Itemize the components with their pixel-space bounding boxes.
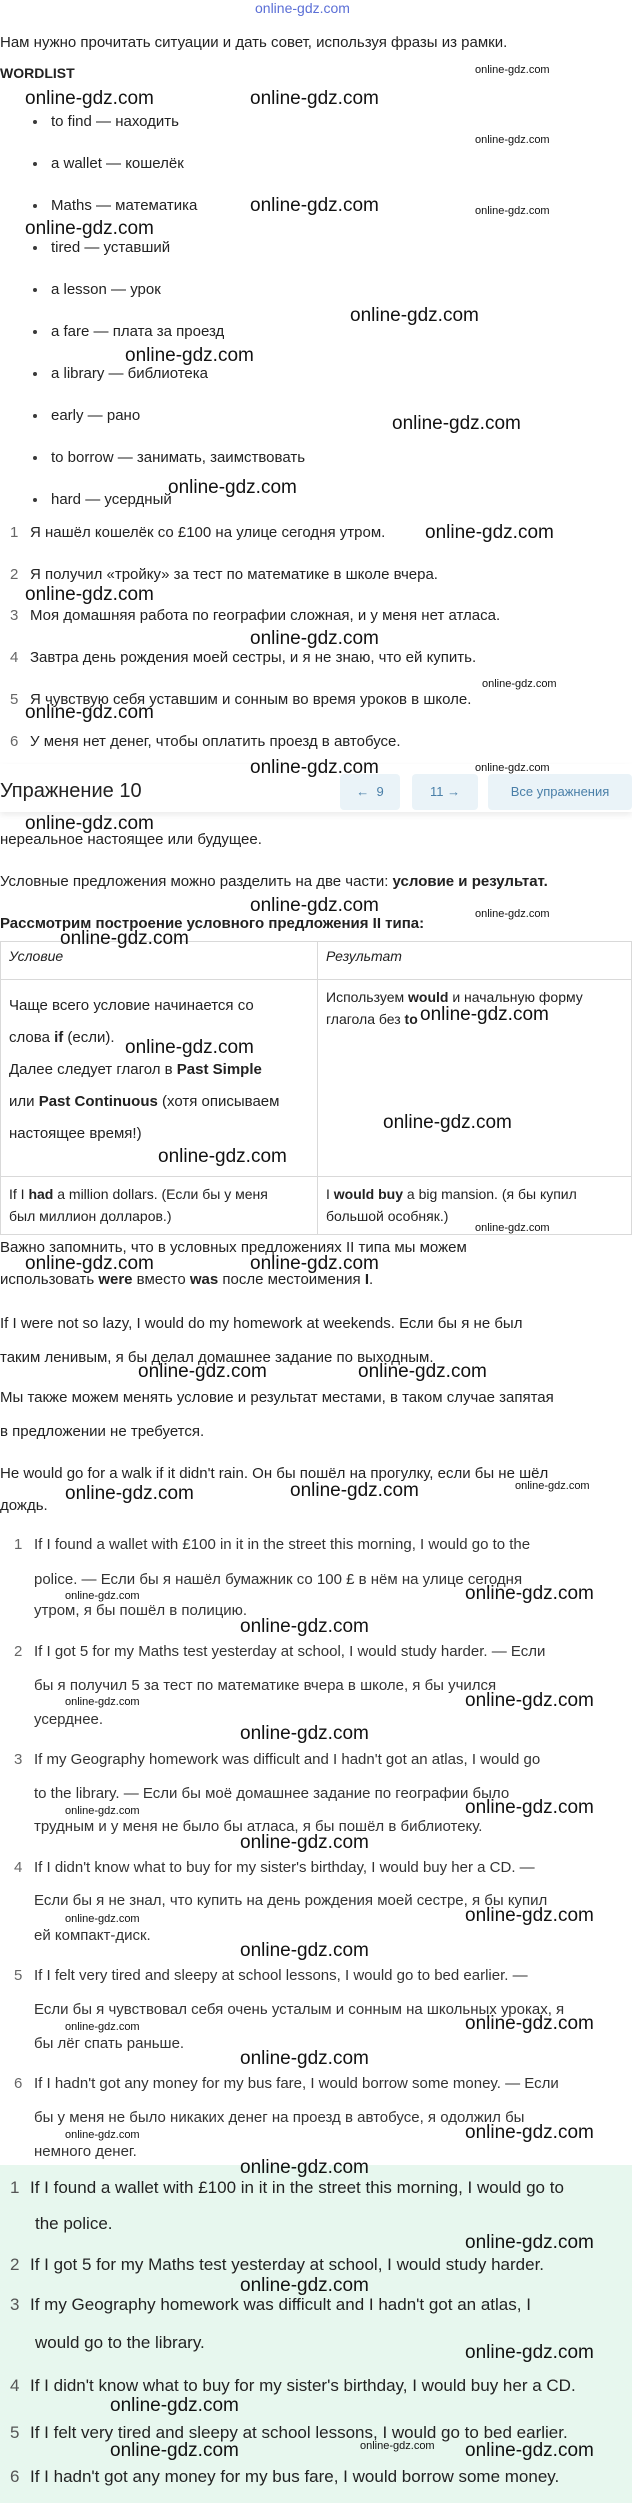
watermark: online-gdz.com [392, 413, 521, 434]
watermark: online-gdz.com [475, 134, 550, 146]
answer-item: 5 If I felt very tired and sleepy at school lessons, I would go to bed earlier. [10, 2423, 568, 2442]
watermark: online-gdz.com [65, 1483, 194, 1504]
watermark: online-gdz.com [25, 1253, 154, 1274]
situation-item: 6 У меня нет денег, чтобы оплатить проезд в автобусе. [10, 733, 401, 750]
theory-example: таким ленивым, я бы делал домашнее задание по выходным. [0, 1349, 434, 1366]
theory-example: If I were not so lazy, I would do my homework at weekends. Если бы я не был [0, 1315, 523, 1332]
watermark: online-gdz.com [240, 1723, 369, 1744]
watermark: online-gdz.com [138, 1361, 267, 1382]
answer-item: 2 If I got 5 for my Maths test yesterday at school, I would study harder. [10, 2255, 545, 2274]
explanation-line: бы я получил 5 за тест по математике вчера в школе, я бы учился [34, 1677, 497, 1694]
bullet-icon [33, 414, 37, 418]
watermark: online-gdz.com [25, 88, 154, 109]
table-cell-condition: Чаще всего условие начинается со слова if (если). Далее следует глагол в Past Simple или Past Continuous (хотя описываем настоящее время!) [1, 980, 318, 1177]
watermark: online-gdz.com [65, 1696, 140, 1708]
bullet-icon [33, 498, 37, 502]
explanation-number: 5 [14, 1967, 23, 1984]
table-header-result: Результат [318, 942, 632, 980]
watermark: online-gdz.com [250, 1253, 379, 1274]
explanation-line: If my Geography homework was difficult and I hadn't got an atlas, I would go [34, 1751, 541, 1768]
explanation-number: 2 [14, 1643, 23, 1660]
table-example-condition: If I had a million dollars. (Если бы у меня был миллион долларов.) [1, 1177, 318, 1235]
watermark: online-gdz.com [25, 813, 154, 834]
bullet-icon [33, 246, 37, 250]
watermark: online-gdz.com [250, 88, 379, 109]
table-header-condition: Условие [1, 942, 318, 980]
explanation-line: усерднее. [34, 1711, 104, 1728]
bullet-icon [33, 330, 37, 334]
wordlist-item: hard — усердный [33, 491, 172, 508]
explanation-line: немного денег. [34, 2143, 137, 2160]
watermark: online-gdz.com [290, 1480, 419, 1501]
watermark: online-gdz.com [110, 2440, 239, 2461]
explanation-line: трудным и у меня не было бы атласа, я бы пошёл в библиотеку. [34, 1818, 483, 1835]
bullet-icon [33, 204, 37, 208]
watermark: online-gdz.com [240, 2275, 369, 2296]
theory-paragraph: Важно запомнить, что в условных предложениях II типа мы можем [0, 1239, 467, 1256]
next-exercise-button[interactable]: 11 → [412, 774, 478, 810]
watermark: online-gdz.com [465, 1583, 594, 1604]
watermark: online-gdz.com [465, 2232, 594, 2253]
watermark: online-gdz.com [65, 2129, 140, 2141]
watermark: online-gdz.com [465, 2122, 594, 2143]
watermark: online-gdz.com [465, 2440, 594, 2461]
watermark: online-gdz.com [240, 1616, 369, 1637]
theory-paragraph: Условные предложения можно разделить на две части: условие и результат. [0, 873, 548, 890]
explanation-line: If I got 5 for my Maths test yesterday at school, I would study harder. — Если [34, 1643, 546, 1660]
explanation-line: If I found a wallet with £100 in it in the street this morning, I would go to the [34, 1536, 531, 1553]
watermark: online-gdz.com [125, 345, 254, 366]
watermark: online-gdz.com [158, 1146, 287, 1167]
watermark: online-gdz.com [168, 477, 297, 498]
explanation-line: If I felt very tired and sleepy at school lessons, I would go to bed earlier. — [34, 1967, 528, 1984]
wordlist-item: a library — библиотека [33, 365, 208, 382]
watermark: online-gdz.com [475, 1222, 550, 1234]
explanation-line: бы у меня не было никаких денег на проезд в автобусе, я одолжил бы [34, 2109, 525, 2126]
watermark: online-gdz.com [240, 2048, 369, 2069]
watermark: online-gdz.com [65, 1913, 140, 1925]
answer-line: would go to the library. [35, 2333, 205, 2352]
bullet-icon [33, 162, 37, 166]
watermark: online-gdz.com [350, 305, 479, 326]
site-logo[interactable]: online-gdz.com [255, 0, 350, 16]
watermark: online-gdz.com [360, 2440, 435, 2452]
explanation-number: 4 [14, 1859, 23, 1876]
theory-example: дождь. [0, 1497, 48, 1514]
watermark: online-gdz.com [110, 2395, 239, 2416]
situation-item: 2 Я получил «тройку» за тест по математике в школе вчера. [10, 566, 438, 583]
watermark: online-gdz.com [475, 205, 550, 217]
watermark: online-gdz.com [65, 1590, 140, 1602]
watermark: online-gdz.com [25, 702, 154, 723]
wordlist-item: a wallet — кошелёк [33, 155, 184, 172]
answer-item: 3 If my Geography homework was difficult and I hadn't got an atlas, I [10, 2295, 531, 2314]
answer-line: the police. [35, 2214, 113, 2233]
table-cell-result: Используем would и начальную форму глагола без to [318, 980, 632, 1177]
wordlist-item: Maths — математика [33, 197, 197, 214]
arrow-left-icon: ← [356, 784, 370, 799]
watermark: online-gdz.com [425, 522, 554, 543]
wordlist-title: WORDLIST [0, 65, 75, 81]
watermark: online-gdz.com [240, 1832, 369, 1853]
explanation-number: 6 [14, 2075, 23, 2092]
watermark: online-gdz.com [25, 218, 154, 239]
watermark: online-gdz.com [250, 895, 379, 916]
explanation-line: ей компакт-диск. [34, 1927, 151, 1944]
arrow-right-icon: → [447, 784, 461, 799]
watermark: online-gdz.com [475, 762, 550, 774]
theory-paragraph: Мы также можем менять условие и результат местами, в таком случае запятая [0, 1389, 554, 1406]
watermark: online-gdz.com [465, 2342, 594, 2363]
watermark: online-gdz.com [465, 2013, 594, 2034]
watermark: online-gdz.com [383, 1112, 512, 1133]
watermark: online-gdz.com [60, 928, 189, 949]
explanation-line: to the library. — Если бы моё домашнее задание по географии было [34, 1785, 510, 1802]
wordlist-item: a fare — плата за проезд [33, 323, 224, 340]
all-exercises-button[interactable]: Все упражнения [488, 774, 632, 810]
wordlist-item: to find — находить [33, 113, 179, 130]
explanation-line: утром, я бы пошёл в полицию. [34, 1602, 248, 1619]
conditional-table [0, 941, 632, 1235]
watermark: online-gdz.com [475, 64, 550, 76]
explanation-line: бы лёг спать раньше. [34, 2035, 185, 2052]
watermark: online-gdz.com [65, 1805, 140, 1817]
explanation-line: police. — Если бы я нашёл бумажник со 100 £ в нём на улице сегодня [34, 1571, 523, 1588]
task-intro: Нам нужно прочитать ситуации и дать совет, используя фразы из рамки. [0, 34, 508, 51]
wordlist-item: tired — уставший [33, 239, 170, 256]
watermark: online-gdz.com [25, 584, 154, 605]
exercise-title: Упражнение 10 [0, 780, 142, 802]
theory-paragraph: использовать were вместо was после местоимения I. [0, 1271, 374, 1288]
answer-item: 1 If I found a wallet with £100 in it in the street this morning, I would go to [10, 2178, 564, 2197]
wordlist-item: to borrow — занимать, заимствовать [33, 449, 305, 466]
watermark: online-gdz.com [250, 757, 379, 778]
watermark: online-gdz.com [465, 1690, 594, 1711]
theory-paragraph: в предложении не требуется. [0, 1423, 205, 1440]
explanation-line: Если бы я не знал, что купить на день рождения моей сестре, я бы купил [34, 1892, 548, 1909]
watermark: online-gdz.com [250, 628, 379, 649]
watermark: online-gdz.com [475, 908, 550, 920]
watermark: online-gdz.com [515, 1480, 590, 1492]
answer-item: 6 If I hadn't got any money for my bus fare, I would borrow some money. [10, 2467, 560, 2486]
theory-paragraph: нереальное настоящее или будущее. [0, 831, 262, 848]
situation-item: 1 Я нашёл кошелёк со £100 на улице сегодня утром. [10, 524, 386, 541]
watermark: online-gdz.com [65, 2021, 140, 2033]
situation-item: 3 Моя домашняя работа по географии сложная, и у меня нет атласа. [10, 607, 501, 624]
explanation-number: 3 [14, 1751, 23, 1768]
watermark: online-gdz.com [358, 1361, 487, 1382]
watermark: online-gdz.com [240, 2157, 369, 2178]
watermark: online-gdz.com [240, 1940, 369, 1961]
watermark: online-gdz.com [125, 1037, 254, 1058]
explanation-line: Если бы я чувствовал себя очень усталым и сонным на школьных уроках, я [34, 2001, 565, 2018]
watermark: online-gdz.com [465, 1797, 594, 1818]
theory-heading: Рассмотрим построение условного предложения II типа: [0, 915, 425, 932]
bullet-icon [33, 120, 37, 124]
answer-item: 4 If I didn't know what to buy for my sister's birthday, I would buy her a CD. [10, 2376, 576, 2395]
watermark: online-gdz.com [250, 195, 379, 216]
watermark: online-gdz.com [482, 678, 557, 690]
watermark: online-gdz.com [465, 1905, 594, 1926]
bullet-icon [33, 288, 37, 292]
situation-item: 4 Завтра день рождения моей сестры, и я не знаю, что ей купить. [10, 649, 477, 666]
wordlist-item: early — рано [33, 407, 140, 424]
bullet-icon [33, 456, 37, 460]
explanation-line: If I didn't know what to buy for my sister's birthday, I would buy her a CD. — [34, 1859, 535, 1876]
watermark: online-gdz.com [420, 1004, 549, 1025]
situation-item: 5 Я чувствую себя уставшим и сонным во время уроков в школе. [10, 691, 472, 708]
wordlist-item: a lesson — урок [33, 281, 161, 298]
explanation-line: If I hadn't got any money for my bus fare, I would borrow some money. — Если [34, 2075, 559, 2092]
bullet-icon [33, 372, 37, 376]
explanation-number: 1 [14, 1536, 23, 1553]
theory-example: He would go for a walk if it didn't rain. Он бы пошёл на прогулку, если бы не шёл [0, 1465, 549, 1482]
table-example-result: I would buy a big mansion. (я бы купил большой особняк.) [318, 1177, 632, 1235]
prev-exercise-button[interactable]: ← 9 [340, 774, 400, 810]
